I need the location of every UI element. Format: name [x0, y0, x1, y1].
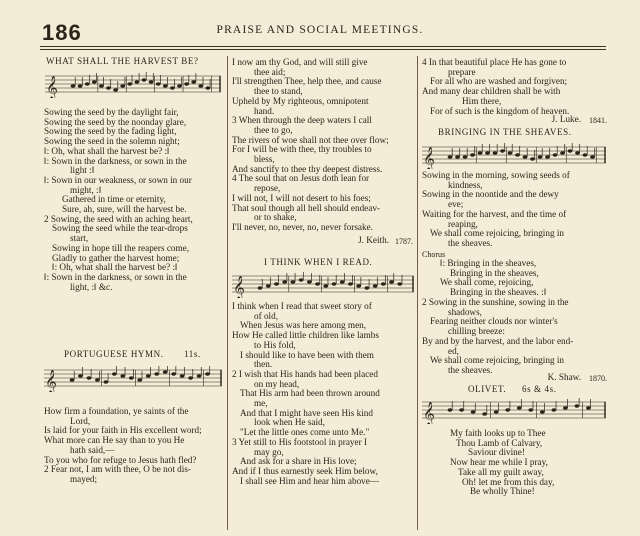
verse-line: ‖: Sown in our weakness, or sown in our — [44, 174, 192, 185]
verse-line: For all who are washed and forgiven; — [430, 76, 568, 87]
verse-line: thee to stand, — [254, 86, 303, 97]
verse-line: Sowing in the morning, sowing seeds of — [422, 170, 570, 180]
verse-line: Sowing the seed by the fading light, — [44, 126, 177, 137]
svg-text:𝄞: 𝄞 — [45, 371, 57, 392]
verse-line: of old, — [254, 310, 278, 321]
verse-line: I think when I read that sweet story of — [232, 301, 372, 311]
verse-line: then. — [254, 359, 273, 370]
verse-line: I shall see Him and hear him above— — [240, 475, 380, 486]
verse-line: And many dear children shall be with — [422, 86, 561, 97]
verse-line: 3 Yet still to His footstool in prayer I — [232, 436, 368, 447]
hymn-meter: 6s & 4s. — [522, 384, 557, 394]
verse-line: start, — [70, 233, 89, 244]
verse-line: And if I thus earnestly seek Him below, — [232, 465, 378, 476]
verse-line: What more can He say than to you He — [44, 435, 185, 446]
verse-line: kindness, — [448, 179, 483, 190]
verse-line: chilling breeze: — [448, 326, 505, 337]
verse-line: eve; — [448, 199, 464, 210]
hymn-meter: 11s. — [184, 349, 201, 359]
verse-line: For I will be with thee, thy troubles to — [232, 144, 372, 155]
verse-line: Saviour divine! — [468, 447, 525, 458]
chorus-line: ‖: Bringing in the sheaves, — [440, 258, 537, 268]
verse-line: look when He said, — [254, 417, 325, 428]
verse-line: hath said,— — [70, 444, 115, 455]
verse-line: Sowing the seed in the solemn night; — [44, 136, 180, 147]
verse-line: thee aid; — [254, 66, 286, 77]
verse-line: prepare — [448, 66, 476, 77]
verse-line: thee to go, — [254, 124, 293, 135]
verse-line: I'll strengthen Thee, help thee, and cause — [232, 76, 382, 87]
verse-line: Take all my guilt away, — [458, 466, 544, 477]
chorus-label: Chorus — [422, 250, 446, 259]
verse-line: Sure, ah, sure, will the harvest be. — [62, 204, 187, 214]
verse-line: I now am thy God, and will still give — [232, 57, 368, 67]
chorus-line: We shall come, rejoicing, — [440, 277, 534, 288]
svg-text:𝄞: 𝄞 — [233, 277, 245, 298]
verse-line: ed, — [448, 345, 459, 356]
hymn-author: K. Shaw. — [547, 372, 581, 382]
verse-line: might, :‖ — [70, 184, 102, 195]
music-staff — [422, 398, 606, 424]
verse-line: ‖: Sown in the darkness, or sown in the — [44, 155, 187, 166]
verse-line: How He called little children like lambs — [232, 330, 379, 341]
verse-line: I will not, I will not desert to his foes; — [232, 192, 371, 203]
verse-line: the sheaves. — [448, 364, 493, 375]
verse-line: light, :‖ &c. — [70, 281, 113, 292]
verse-line: Now hear me while I pray, — [450, 457, 548, 468]
chorus-line: Bringing in the sheaves. :‖ — [450, 287, 547, 298]
hymn-title: OLIVET. — [468, 384, 507, 394]
verse-line: That soul though all hell should endeav- — [232, 202, 380, 213]
verse-line: Thou Lamb of Calvary, — [456, 437, 543, 448]
verse-line: 2 Sowing in the sunshine, sowing in the — [422, 297, 569, 307]
verse-line: And sanctify to thee thy deepest distress. — [232, 163, 383, 174]
verse-line: By and by the harvest, and the labor end- — [422, 335, 574, 346]
verse-line: Sowing in hope till the reapers come, — [52, 242, 190, 253]
verse-line: light :‖ — [70, 165, 95, 176]
verse-line: shadows, — [448, 306, 482, 317]
verse-line: or to shake, — [254, 212, 297, 223]
verse-line: 4 The soul that on Jesus doth lean for — [232, 173, 370, 184]
verse-line: the sheaves. — [448, 237, 493, 248]
hymn-year: 1841. — [589, 116, 607, 125]
verse-line: Gladly to gather the harvest home; — [52, 252, 180, 263]
verse-line: That His arm had been thrown around — [240, 388, 380, 399]
verse-line: And ask for a share in His love; — [240, 456, 357, 467]
verse-line: 2 I wish that His hands had been placed — [232, 368, 378, 379]
verse-line: bless, — [254, 154, 275, 164]
verse-line: I should like to have been with them — [240, 349, 374, 360]
verse-line: Waiting for the harvest, and the time of — [422, 208, 567, 219]
hymn-year: 1870. — [589, 374, 607, 383]
verse-line: reaping, — [448, 218, 478, 229]
verse-line: Him there, — [462, 95, 502, 106]
verse-line: The rivers of woe shall not thee over flow; — [232, 134, 389, 145]
verse-line: ‖: Oh, what shall the harvest be? :‖ — [52, 262, 178, 273]
verse-line: Lord, — [70, 415, 91, 426]
verse-line: ‖: Sown in the darkness, or sown in the — [44, 271, 187, 282]
verse-line: Oh! let me from this day, — [462, 476, 555, 487]
verse-line: Sowing the seed by the daylight fair, — [44, 107, 179, 117]
verse-line: We shall come rejoicing, bringing in — [430, 228, 564, 239]
verse-line: Sowing the seed while the tear-drops — [52, 223, 188, 234]
verse-line: 2 Fear not, I am with thee, O be not dis- — [44, 464, 191, 475]
hymn-title: BRINGING IN THE SHEAVES. — [438, 127, 572, 137]
verse-line: repose, — [254, 183, 281, 194]
svg-text:𝄞: 𝄞 — [46, 77, 58, 98]
hymn-title: PORTUGUESE HYMN. — [64, 349, 164, 359]
verse-line: 2 Sowing, the seed with an aching heart, — [44, 213, 193, 224]
svg-text:𝄞: 𝄞 — [423, 403, 435, 424]
verse-line: may go, — [254, 446, 284, 457]
page-number: 186 — [42, 20, 82, 45]
running-title: PRAISE AND SOCIAL MEETINGS. — [216, 24, 424, 36]
chorus-line: Bringing in the sheaves, — [450, 267, 539, 278]
verse-line: ‖: Oh, what shall the harvest be? :‖ — [44, 145, 170, 156]
verse-line: 3 When through the deep waters I call — [232, 115, 372, 126]
verse-line: I'll never, no, never, no, never forsake. — [232, 221, 373, 232]
verse-line: To you who for refuge to Jesus hath fled? — [44, 454, 197, 465]
verse-line: Upheld by My righteous, omnipotent — [232, 95, 369, 106]
hymn-author: J. Keith. — [358, 235, 389, 245]
verse-line: "Let the little ones come unto Me." — [240, 427, 370, 438]
verse-line: We shall come rejoicing, bringing in — [430, 355, 564, 366]
verse-line: 4 In that beautiful place He has gone to — [422, 57, 567, 67]
verse-line: My faith looks up to Thee — [450, 428, 546, 438]
verse-line: And that I might have seen His kind — [240, 407, 373, 418]
verse-line: Be wholly Thine! — [470, 486, 535, 497]
verse-line: How firm a foundation, ye saints of the — [44, 406, 189, 416]
hymn-year: 1787. — [395, 237, 413, 246]
hymn-title: WHAT SHALL THE HARVEST BE? — [46, 56, 199, 66]
hymn-author: J. Luke. — [551, 114, 581, 124]
verse-line: When Jesus was here among men, — [240, 320, 367, 331]
verse-line: on my head, — [254, 378, 300, 389]
verse-line: For of such is the kingdom of heaven. — [430, 105, 570, 116]
verse-line: Is laid for your faith in His excellent word; — [44, 425, 202, 436]
hymn-title: I THINK WHEN I READ. — [264, 257, 373, 267]
verse-line: Sowing in the noontide and the dewy — [422, 189, 559, 200]
verse-line: me, — [254, 398, 268, 408]
svg-text:𝄞: 𝄞 — [423, 148, 435, 169]
verse-line: Sowing the seed by the noonday glare, — [44, 116, 187, 127]
verse-line: hand. — [254, 105, 275, 116]
verse-line: Gathered in time or eternity, — [62, 194, 166, 205]
verse-line: mayed; — [70, 473, 98, 484]
verse-line: to His fold, — [254, 339, 296, 350]
verse-line: Fearing neither clouds nor winter's — [430, 316, 558, 327]
music-staff — [422, 143, 606, 169]
